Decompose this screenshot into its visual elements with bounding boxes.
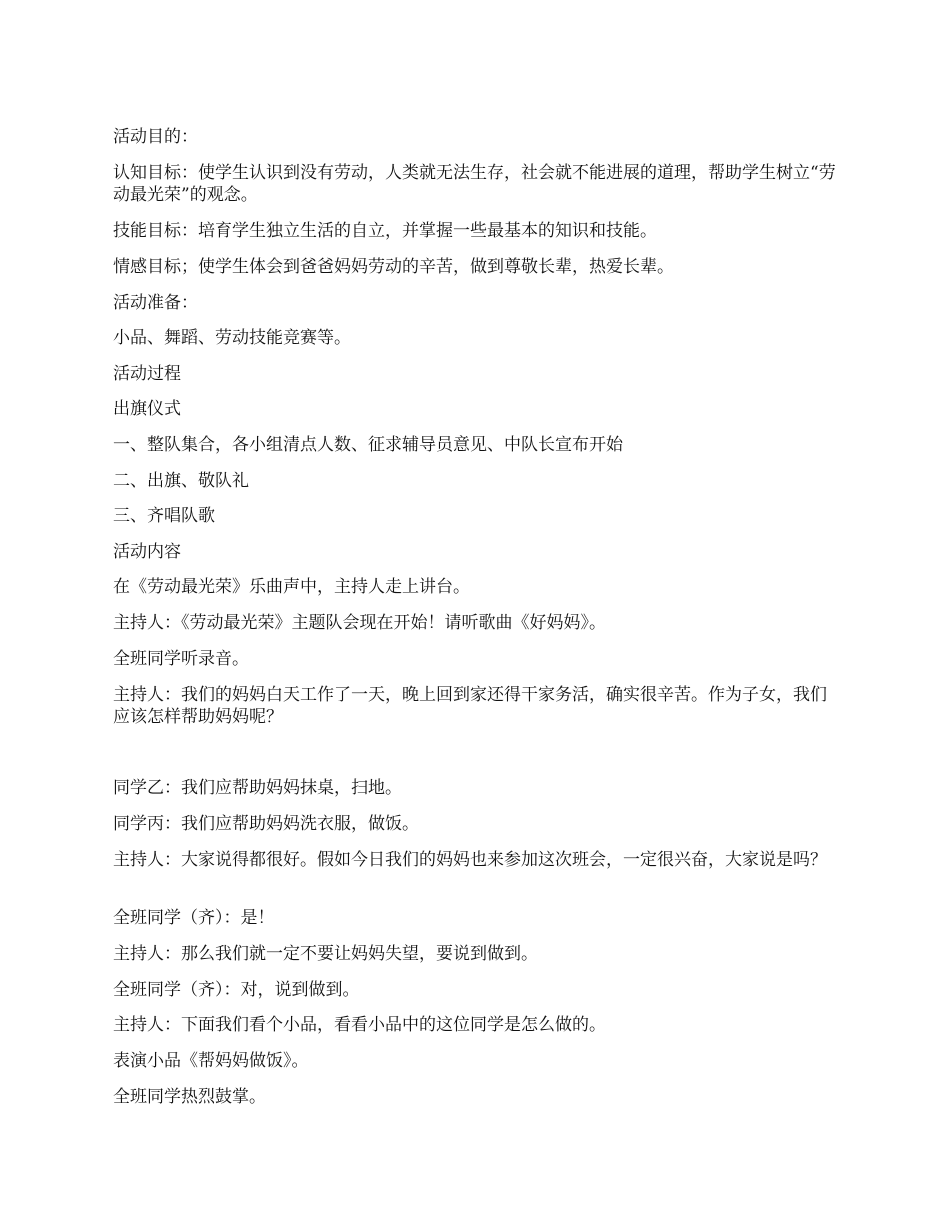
paragraph-host-skit-intro: 主持人：下面我们看个小品，看看小品中的这位同学是怎么做的。 [113,1015,606,1035]
paragraph-host-enters: 在《劳动最光荣》乐曲声中，主持人走上讲台。 [113,577,470,597]
paragraph-step-three: 三、齐唱队歌 [113,506,215,526]
paragraph-student-c: 同学丙：我们应帮助妈妈洗衣服，做饭。 [113,814,419,834]
paragraph-class-yes: 全班同学（齐）：是！ [113,908,275,928]
paragraph-listen-recording: 全班同学听录音。 [113,649,249,669]
paragraph-host-question: 主持人：我们的妈妈白天工作了一天，晚上回到家还得干家务活，确实很辛苦。作为子女，我们应该怎样帮助妈妈呢？ [113,685,827,727]
paragraph-step-one: 一、整队集合，各小组清点人数、征求辅导员意见、中队长宣布开始 [113,435,623,455]
paragraph-host-opening: 主持人：《劳动最光荣》主题队会现在开始！请听歌曲《好妈妈》。 [113,613,606,633]
paragraph-preparation: 小品、舞蹈、劳动技能竞赛等。 [113,328,351,348]
paragraph-student-b: 同学乙：我们应帮助妈妈抹桌，扫地。 [113,778,402,798]
paragraph-host-promise: 主持人：那么我们就一定不要让妈妈失望，要说到做到。 [113,944,538,964]
paragraph-skill-goal: 技能目标：培育学生独立生活的自立，并掌握一些最基本的知识和技能。 [113,221,657,241]
section-heading-preparation: 活动准备： [113,293,198,313]
paragraph-cognitive-goal: 认知目标：使学生认识到没有劳动，人类就无法生存，社会就不能进展的道理，帮助学生树立“劳动最光荣”的观念。 [113,163,836,205]
paragraph-emotion-goal: 情感目标；使学生体会到爸爸妈妈劳动的辛苦，做到尊敬长辈，热爱长辈。 [113,257,674,277]
section-heading-content: 活动内容 [113,542,181,562]
section-heading-flag-ceremony: 出旗仪式 [113,399,181,419]
paragraph-step-two: 二、出旗、敬队礼 [113,471,249,491]
paragraph-skit-performance: 表演小品《帮妈妈做饭》。 [113,1051,309,1071]
paragraph-class-agree: 全班同学（齐）：对，说到做到。 [113,980,360,1000]
section-heading-purpose: 活动目的： [113,127,198,147]
paragraph-host-praise: 主持人：大家说得都很好。假如今日我们的妈妈也来参加这次班会，一定很兴奋，大家说是吗？ [113,850,827,870]
section-heading-process: 活动过程 [113,364,181,384]
paragraph-applause: 全班同学热烈鼓掌。 [113,1087,266,1107]
